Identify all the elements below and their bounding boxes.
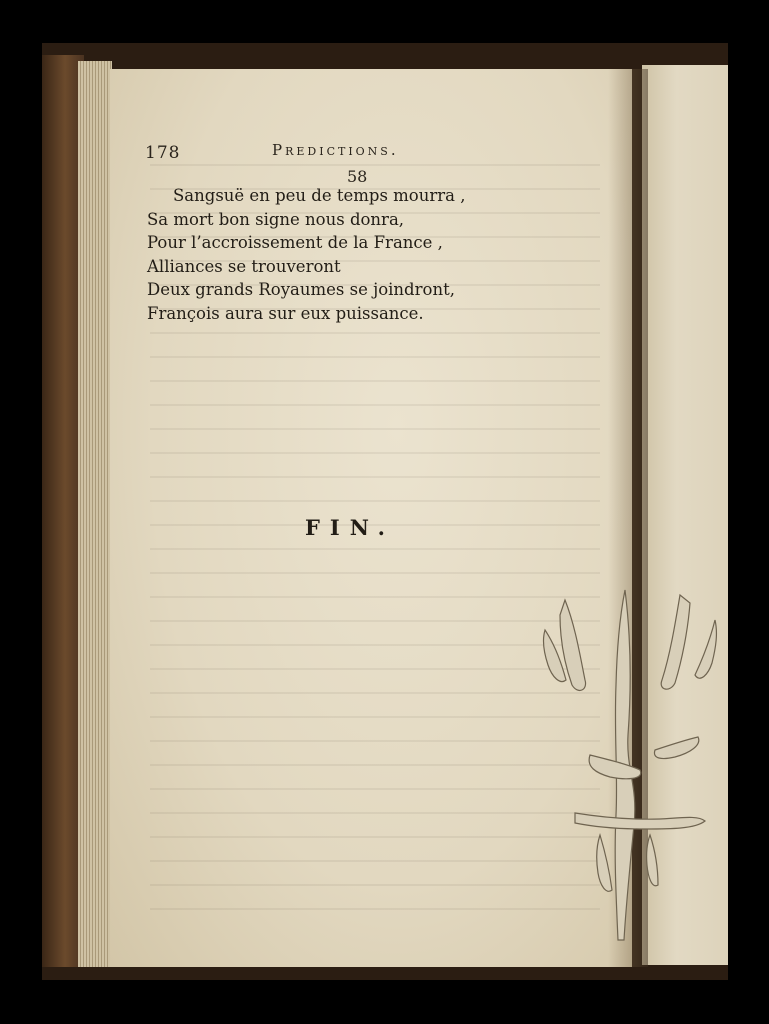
verse-line: Pour l’accroissement de la France , [147,233,443,252]
fin-mark: FIN. [305,515,395,540]
verse-line: Alliances se trouveront [147,256,341,276]
worm-damage [530,585,725,945]
verse-line: François aura sur eux puissance. [147,303,424,323]
stanza-number: 58 [347,167,368,186]
page-number: 178 [145,143,181,163]
running-head: Predictions. [272,141,399,159]
page-stack-edge [78,61,112,967]
verse-line: Sa mort bon signe nous donra, [147,209,405,229]
verse-line: Sangsuë en peu de temps mourra , [173,186,466,205]
verse-stanza [147,184,465,325]
verse-line: Deux grands Royaumes se joindront, [147,280,455,299]
